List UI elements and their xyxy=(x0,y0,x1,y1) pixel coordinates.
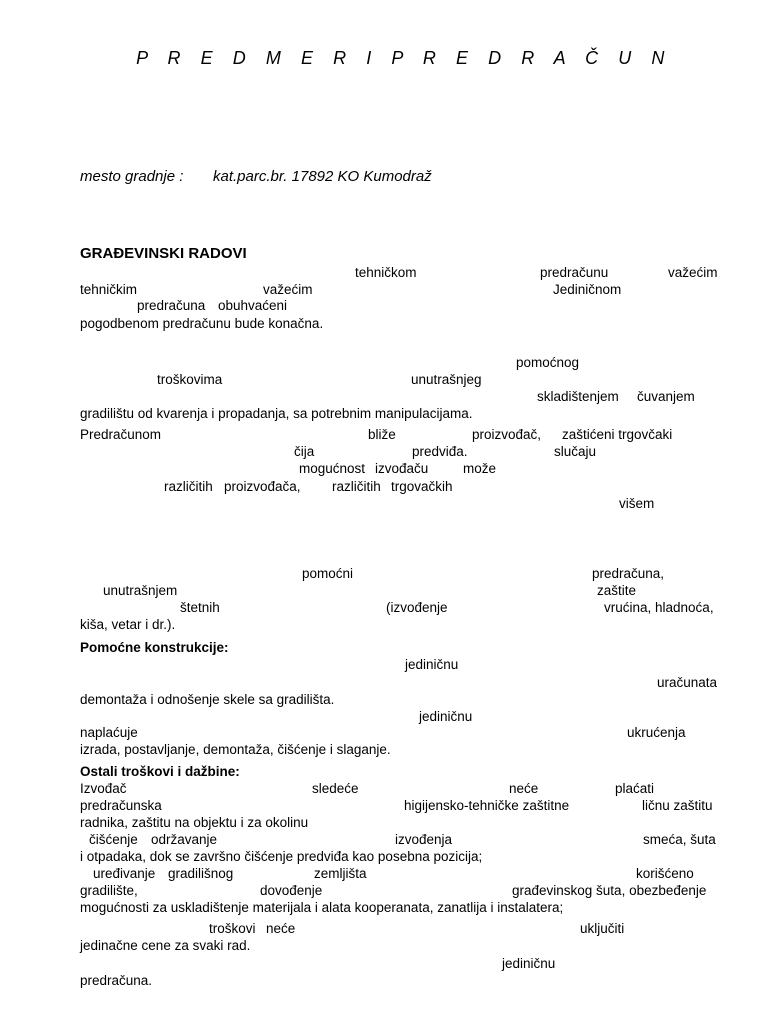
text-fragment: različitih xyxy=(332,479,381,494)
subheading: Pomoćne konstrukcije: xyxy=(80,640,229,655)
text-fragment: tehničkim xyxy=(80,282,138,297)
document-title: P R E D M E R I P R E D R A Č U N xyxy=(136,48,672,68)
text-fragment: neće xyxy=(509,781,539,796)
text-fragment: proizvođač, xyxy=(472,427,542,442)
text-fragment: radnika, zaštitu na objektu i za okolinu xyxy=(80,815,309,830)
text-fragment: izvođaču xyxy=(375,461,429,476)
text-fragment: i otpadaka, dok se završno čišćenje predviđa kao posebna pozicija; xyxy=(80,849,483,864)
text-fragment: jediničnu xyxy=(502,956,556,971)
text-fragment: vrućina, hladnoća, xyxy=(604,600,714,615)
text-fragment: različitih xyxy=(164,479,213,494)
text-fragment: štetnih xyxy=(180,600,220,615)
text-fragment: važećim xyxy=(668,265,718,280)
text-fragment: naplaćuje xyxy=(80,725,138,740)
text-fragment: jedinačne cene za svaki rad. xyxy=(80,938,251,953)
text-fragment: kiša, vetar i dr.). xyxy=(80,617,176,632)
text-fragment: bliže xyxy=(368,427,396,442)
section-heading: GRAĐEVINSKI RADOVI xyxy=(80,245,247,262)
text-fragment: uključiti xyxy=(580,921,625,936)
text-fragment: predračuna. xyxy=(80,973,153,988)
text-fragment: predviđa. xyxy=(412,444,468,459)
text-fragment: predračunu xyxy=(540,265,609,280)
text-fragment: Predračunom xyxy=(80,427,162,442)
text-fragment: plaćati xyxy=(615,781,655,796)
text-fragment: Jediničnom xyxy=(553,282,622,297)
text-fragment: čišćenje xyxy=(89,832,138,847)
text-fragment: demontaža i odnošenje skele sa gradilišta. xyxy=(80,692,335,707)
text-fragment: proizvođača, xyxy=(224,479,301,494)
text-fragment: izvođenja xyxy=(395,832,453,847)
text-fragment: slučaju xyxy=(554,444,597,459)
text-fragment: građevinskog šuta, obezbeđenje xyxy=(512,883,707,898)
text-fragment: obuhvaćeni xyxy=(218,298,288,313)
text-fragment: predračuna xyxy=(137,298,206,313)
text-fragment: unutrašnjeg xyxy=(411,372,482,387)
text-fragment: pomoćni xyxy=(302,566,354,581)
text-fragment: tehničkom xyxy=(355,265,417,280)
text-fragment: jediničnu xyxy=(405,657,459,672)
site-label: mesto gradnje : xyxy=(80,168,184,185)
text-fragment: jediničnu xyxy=(419,709,473,724)
text-fragment: (izvođenje xyxy=(386,600,448,615)
text-fragment: troškovima xyxy=(157,372,223,387)
site-value: kat.parc.br. 17892 KO Kumodraž xyxy=(213,168,432,185)
text-fragment: gradilište, xyxy=(80,883,138,898)
text-fragment: Izvođač xyxy=(80,781,127,796)
text-fragment: važećim xyxy=(263,282,313,297)
text-fragment: održavanje xyxy=(151,832,218,847)
text-fragment: zaštićeni trgovčaki xyxy=(562,427,673,442)
text-fragment: pomoćnog xyxy=(516,355,580,370)
text-fragment: može xyxy=(463,461,497,476)
text-fragment: mogućnost xyxy=(299,461,366,476)
text-fragment: dovođenje xyxy=(260,883,323,898)
text-fragment: gradilištu od kvarenja i propadanja, sa potrebnim manipulacijama. xyxy=(80,406,473,421)
text-fragment: gradilišnog xyxy=(168,866,234,881)
text-fragment: smeća, šuta xyxy=(643,832,716,847)
text-fragment: predračunska xyxy=(80,798,162,813)
text-fragment: čuvanjem xyxy=(637,389,695,404)
text-fragment: ukrućenja xyxy=(627,725,686,740)
text-fragment: mogućnosti za uskladištenje materijala i alata kooperanata, zanatlija i instalatera; xyxy=(80,900,564,915)
text-fragment: higijensko-tehničke zaštitne xyxy=(404,798,570,813)
text-fragment: trgovačkih xyxy=(391,479,453,494)
text-fragment: uređivanje xyxy=(93,866,156,881)
text-fragment: troškovi xyxy=(209,921,256,936)
text-fragment: ličnu zaštitu xyxy=(642,798,713,813)
text-fragment: unutrašnjem xyxy=(103,583,178,598)
text-fragment: sledeće xyxy=(312,781,359,796)
text-fragment: predračuna, xyxy=(592,566,665,581)
text-fragment: višem xyxy=(619,496,655,511)
text-fragment: skladištenjem xyxy=(537,389,619,404)
text-fragment: zemljišta xyxy=(314,866,367,881)
text-fragment: uračunata xyxy=(657,675,718,690)
text-fragment: zaštite xyxy=(597,583,637,598)
text-fragment: neće xyxy=(266,921,296,936)
text-fragment: pogodbenom predračunu bude konačna. xyxy=(80,316,324,331)
text-fragment: korišćeno xyxy=(636,866,694,881)
text-fragment: čija xyxy=(294,444,315,459)
subheading: Ostali troškovi i dažbine: xyxy=(80,764,240,779)
text-fragment: izrada, postavljanje, demontaža, čišćenje i slaganje. xyxy=(80,742,391,757)
